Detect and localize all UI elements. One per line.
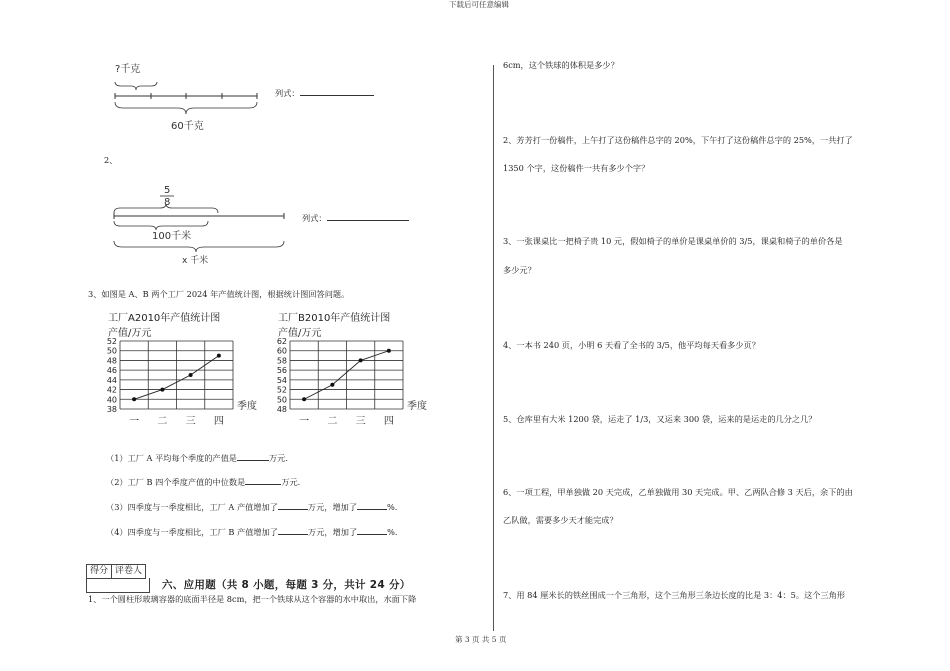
x-tick-label: 四: [213, 416, 224, 427]
right-line-1: 6cm，这个铁球的体积是多少？: [503, 60, 619, 70]
chart-factory-a: [88, 307, 263, 432]
page-footer: 第 3 页 共 5 页: [455, 635, 507, 644]
y-tick-label: 54: [276, 375, 287, 385]
section-title: [86, 578, 150, 593]
data-point: [132, 397, 136, 401]
q3-text: 3、如图是 A、B 两个工厂 2024 年产值统计图，根据统计图回答问题。: [88, 289, 350, 299]
y-tick-label: 50: [106, 346, 117, 356]
score-box-col2: 评卷人: [115, 566, 143, 576]
diagram1-top-label: ?千克: [115, 64, 141, 75]
data-point: [217, 354, 221, 358]
y-tick-label: 56: [276, 366, 287, 376]
data-point: [189, 373, 193, 377]
y-tick-label: 46: [106, 366, 117, 376]
right-line-2: 2、芳芳打一份稿件，上午打了这份稿件总字的 20%，下午打了这份稿件总字的 25%，一共打了: [503, 135, 853, 145]
sub-q2-blank[interactable]: [245, 484, 281, 485]
sub-question-4: （4）四季度与一季度相比，工厂 B 产值增加了 万元，增加了 %.: [106, 527, 398, 537]
y-axis-label: 产值/万元: [108, 328, 152, 339]
data-point: [359, 358, 363, 362]
sub-question-2: （2）工厂 B 四个季度产值的中位数是 万元.: [106, 477, 301, 487]
x-tick-label: 一: [299, 416, 310, 427]
fraction-denominator: 8: [164, 197, 171, 208]
chart-title: 工厂B2010年产值统计图: [278, 313, 391, 324]
y-tick-label: 48: [276, 405, 287, 414]
x-axis-label: 季度: [237, 401, 257, 412]
page-header: 下载后可任意编辑: [449, 0, 509, 9]
right-line-9: 乙队做，需要多少天才能完成？: [503, 515, 618, 525]
diagram-1: [105, 60, 285, 135]
x-tick-label: 二: [327, 416, 338, 427]
x-tick-label: 四: [383, 416, 394, 427]
x-tick-label: 二: [157, 416, 168, 427]
q1-text: 1、一个圆柱形玻璃容器的底面半径是 8cm，把一个铁球从这个容器的水中取出，水面下降: [88, 594, 417, 604]
diagram2-bottom-label: x 千米: [182, 256, 209, 266]
section-heading: 六、应用题（共 8 小题，每题 3 分，共计 24 分）: [162, 579, 411, 591]
answer-blank-1[interactable]: [300, 95, 374, 96]
right-line-3: 1350 个字，这份稿件一共有多少个字？: [503, 163, 650, 173]
data-point: [302, 397, 306, 401]
sub-q3-blank-b[interactable]: [357, 509, 387, 510]
q2-number: 2、: [104, 155, 118, 165]
x-tick-label: 三: [355, 416, 366, 427]
diagram2-mid-label: 100千米: [152, 231, 192, 242]
y-tick-label: 50: [276, 395, 287, 405]
sub-question-1: （1）工厂 A 平均每个季度的产值是 万元.: [106, 453, 288, 463]
sub-q4-blank-b[interactable]: [357, 534, 387, 535]
y-tick-label: 42: [106, 385, 117, 395]
sub-question-3: （3）四季度与一季度相比，工厂 A 产值增加了 万元，增加了 %.: [106, 502, 398, 512]
sub-q3-blank-a[interactable]: [278, 509, 308, 510]
y-tick-label: 52: [106, 337, 117, 346]
diagram1-answer-label: 列式：: [275, 88, 374, 99]
right-line-10: 7、用 84 厘米长的铁丝围成一个三角形，这个三角形三条边长度的比是 3：4：5。这个三角形: [503, 590, 846, 600]
chart-title: 工厂A2010年产值统计图: [108, 313, 221, 324]
y-tick-label: 48: [106, 356, 117, 366]
right-line-6: 4、一本书 240 页，小明 6 天看了全书的 3/5，他平均每天看多少页？: [503, 340, 760, 350]
data-point: [387, 349, 391, 353]
x-tick-label: 一: [129, 416, 140, 427]
y-tick-label: 52: [276, 385, 287, 395]
y-axis-label: 产值/万元: [278, 328, 322, 339]
y-tick-label: 58: [276, 356, 287, 366]
score-box-col1: 得分: [87, 565, 112, 578]
x-tick-label: 三: [185, 416, 196, 427]
diagram-2: [110, 183, 290, 268]
data-point: [160, 388, 164, 392]
sub-q1-blank[interactable]: [237, 460, 269, 461]
right-line-7: 5、仓库里有大米 1200 袋，运走了 1/3，又运来 300 袋，运来的是运走的几分之几？: [503, 414, 817, 424]
fraction-numerator: 5: [164, 185, 171, 196]
chart-factory-b: [258, 307, 433, 432]
diagram1-bottom-label: 60千克: [171, 121, 204, 132]
right-line-4: 3、一张课桌比一把椅子贵 10 元，假如椅子的单价是课桌单价的 3/5，课桌和椅子的单价各是: [503, 236, 843, 246]
y-tick-label: 40: [106, 395, 117, 405]
answer-blank-2[interactable]: [327, 220, 409, 221]
y-tick-label: 60: [276, 346, 287, 356]
right-line-5: 多少元？: [503, 265, 536, 275]
right-line-8: 6、一项工程，甲单独做 20 天完成，乙单独做用 30 天完成。甲、乙两队合修 3 天后，余下的由: [503, 487, 853, 497]
diagram2-answer-label: 列式：: [302, 213, 409, 224]
column-divider: [493, 65, 494, 631]
y-tick-label: 44: [106, 375, 117, 385]
x-axis-label: 季度: [407, 401, 427, 412]
y-tick-label: 38: [106, 405, 117, 414]
data-point: [330, 383, 334, 387]
y-tick-label: 62: [276, 337, 287, 346]
sub-q4-blank-a[interactable]: [278, 534, 308, 535]
score-box: [86, 564, 146, 579]
